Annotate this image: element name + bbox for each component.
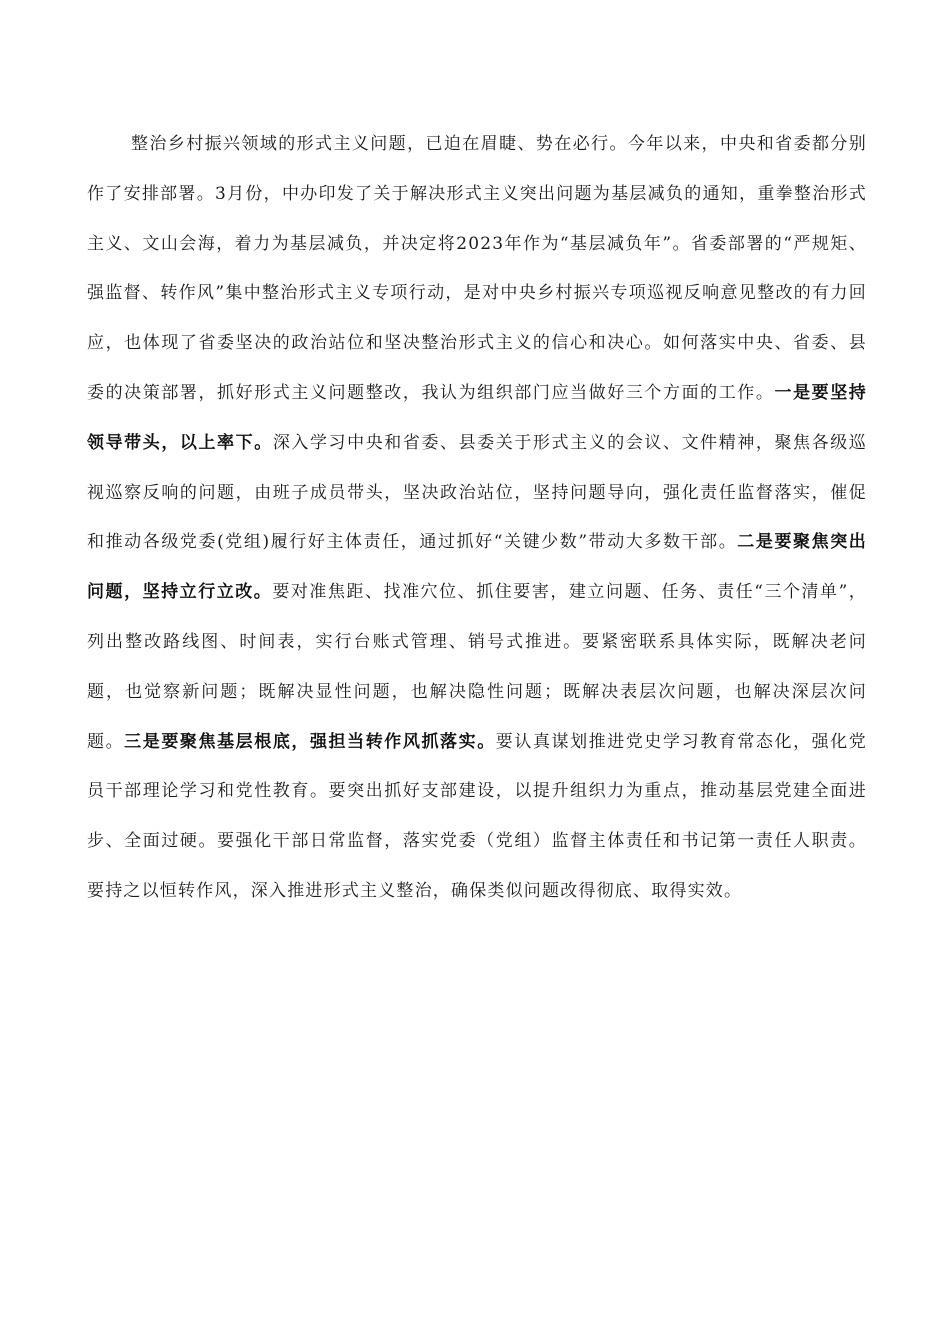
intro-text: 整治乡村振兴领域的形式主义问题，已迫在眉睫、势在必行。今年以来，中央和省委都分别作了安排部署。3月份，中办印发了关于解决形式主义突出问题为基层减负的通知，重拳整治形式主义、文山会海，着力为基层减负，并决定将2023年作为“基层减负年”。省委部署的“严规矩、强监督、转作风”集中整治形式主义专项行动，是对中央乡村振兴专项巡视反响意见整改的有力回应，也体现了省委坚决的政治站位和坚决整治形式主义的信心和决心。如何落实中央、省委、县委的决策部署，抓好形式主义问题整改，我认为组织部门应当做好三个方面的工作。 <box>87 134 867 403</box>
point-three-body: 要认真谋划推进党史学习教育常态化，强化党员干部理论学习和党性教育。要突出抓好支部建设，以提升组织力为重点，推动基层党建全面进步、全面过硬。要强化干部日常监督，落实党委（党组）监督主体责任和书记第一责任人职责。要持之以恒转作风，深入推进形式主义整治，确保类似问题改得彻底、取得实效。 <box>87 731 868 901</box>
body-paragraph <box>87 120 867 917</box>
point-two-body: 要对准焦距、找准穴位、抓住要害，建立问题、任务、责任“三个清单”，列出整改路线图、时间表，实行台账式管理、销号式推进。要紧密联系具体实际，既解决老问题，也觉察新问题；既解决显性问题，也解决隐性问题；既解决表层次问题，也解决深层次问题。 <box>87 582 868 752</box>
point-three-heading: 三是要聚焦基层根底，强担当转作风抓落实。 <box>124 731 496 752</box>
point-one-heading: 一是要坚持领导带头，以上率下。 <box>87 382 868 453</box>
point-two-heading: 二是要聚焦突出问题，坚持立行立改。 <box>87 532 868 603</box>
point-one-body: 深入学习中央和省委、县委关于形式主义的会议、文件精神，聚焦各级巡视巡察反响的问题，由班子成员带头，坚决政治站位，坚持问题导向，强化责任监督落实，催促和推动各级党委(党组)履行好主体责任，通过抓好“关键少数”带动大多数干部。 <box>87 432 868 553</box>
